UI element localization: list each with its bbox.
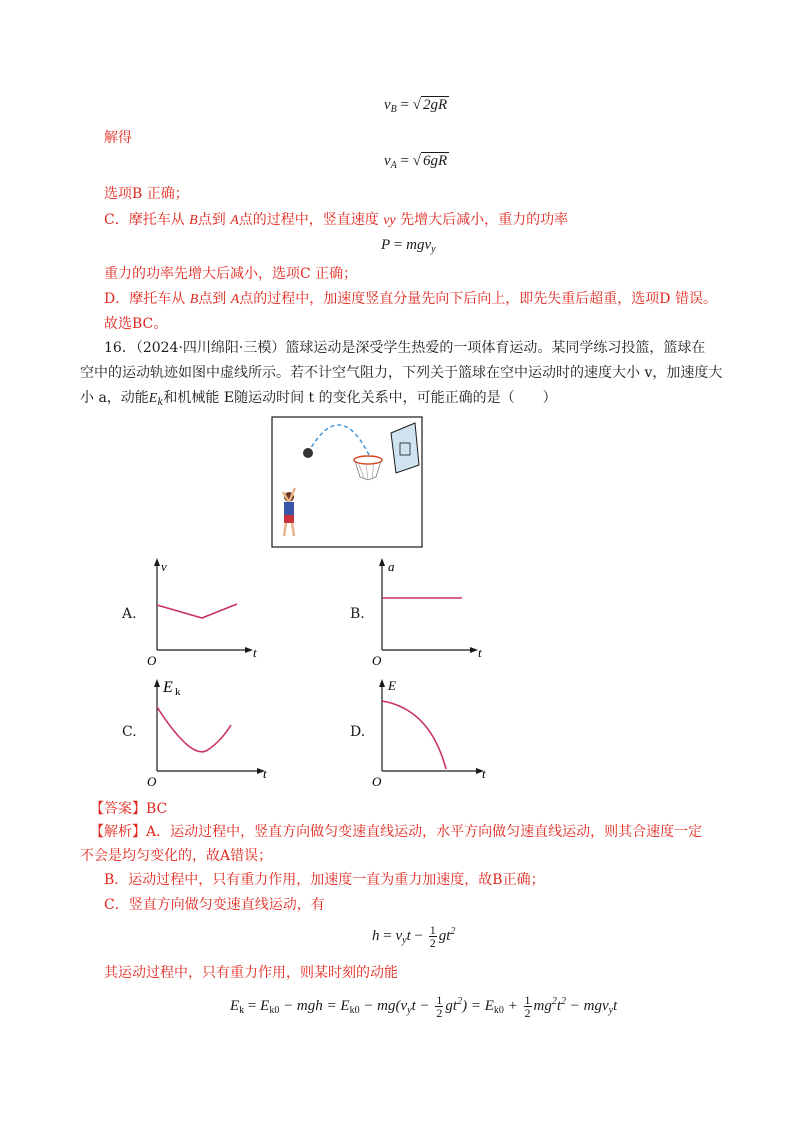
basketball-illustration bbox=[270, 415, 430, 550]
y-axis-label: a bbox=[388, 559, 395, 574]
mechanical-energy-curve bbox=[382, 701, 446, 769]
text-choose-bc: 故选BC。 bbox=[104, 316, 168, 332]
velocity-curve bbox=[157, 604, 237, 618]
backboard bbox=[391, 423, 419, 473]
analysis-c-line-1: C．竖直方向做匀变速直线运动，有 bbox=[104, 897, 325, 913]
y-axis-subscript: k bbox=[175, 686, 181, 698]
student-figure bbox=[283, 488, 295, 536]
origin-label: O bbox=[372, 653, 382, 668]
text-option-d-analysis: D．摩托车从 B点到 A点的过程中，加速度竖直分量先向下后向上，即先失重后超重，选项D 错误。 bbox=[104, 291, 717, 307]
origin-label: O bbox=[147, 774, 157, 787]
y-arrow bbox=[379, 679, 385, 687]
analysis-c-line-2: 其运动过程中，只有重力作用，则某时刻的动能 bbox=[104, 965, 398, 981]
text-solve: 解得 bbox=[104, 130, 132, 146]
option-d-label: D. bbox=[350, 724, 366, 740]
y-arrow bbox=[154, 679, 160, 687]
ball-trajectory bbox=[308, 425, 370, 457]
x-axis-label: t bbox=[263, 766, 267, 781]
option-c-graph bbox=[145, 675, 275, 787]
equation-vb: $v_B$ = √ 2gR bbox=[384, 97, 448, 115]
y-arrow bbox=[154, 558, 160, 566]
equation-kinetic-energy: $E_k = E_{k0}$ − mgh = $E_{k0} - mg(v_yt$ − $\frac{1}{2}$ $gt^2) = E_{k0}$ + $\frac{1}{2}$ $mg^2t^2 - mgv_yt$ bbox=[230, 993, 618, 1020]
equation-va: $v_A$ = √ 6gR bbox=[384, 153, 448, 171]
analysis-a-line-1: 【解析】A．运动过程中，竖直方向做匀变速直线运动，水平方向做匀速直线运动，则其合速度一定 bbox=[90, 824, 703, 840]
y-arrow bbox=[379, 558, 385, 566]
option-a-label: A. bbox=[122, 606, 137, 622]
basketball bbox=[303, 448, 313, 458]
question-line-1: 16．（2024·四川绵阳·三模）篮球运动是深受学生热爱的一项体育运动。某同学练习投篮，篮球在 bbox=[104, 340, 706, 356]
y-axis-label: E bbox=[388, 678, 396, 693]
x-axis-label: t bbox=[482, 766, 486, 781]
answer-line: 【答案】BC bbox=[90, 801, 168, 817]
option-b-graph bbox=[370, 558, 490, 668]
y-axis-label: v bbox=[161, 559, 167, 574]
equation-height: $h = v_yt$ − $\frac{1}{2}$ $gt^2$ bbox=[372, 923, 456, 950]
option-a-graph bbox=[145, 558, 265, 668]
text-option-c-analysis: C．摩托车从 B点到 A点的过程中，竖直速度 vy 先增大后减小，重力的功率 bbox=[104, 212, 569, 228]
option-c-label: C. bbox=[122, 724, 137, 740]
option-b-label: B. bbox=[350, 606, 365, 622]
analysis-b-line: B．运动过程中，只有重力作用，加速度一直为重力加速度，故B正确； bbox=[104, 872, 545, 888]
x-arrow bbox=[245, 647, 253, 653]
y-axis-label: E bbox=[163, 679, 173, 696]
text-power-conclusion: 重力的功率先增大后减小，选项C 正确； bbox=[104, 266, 358, 282]
origin-label: O bbox=[372, 774, 382, 787]
origin-label: O bbox=[147, 653, 157, 668]
question-line-2: 空中的运动轨迹如图中虚线所示。若不计空气阻力，下列关于篮球在空中运动时的速度大小 v，加速度大 bbox=[80, 365, 723, 381]
x-axis-label: t bbox=[253, 645, 257, 660]
text-b-correct: 选项B 正确； bbox=[104, 186, 189, 202]
option-d-graph bbox=[370, 675, 495, 787]
x-arrow bbox=[470, 647, 478, 653]
question-line-3: 小 a，动能$E_k$和机械能 E随运动时间 t 的变化关系中，可能正确的是（ ） bbox=[80, 390, 557, 408]
kinetic-energy-curve bbox=[157, 707, 231, 752]
x-axis-label: t bbox=[478, 645, 482, 660]
analysis-a-line-2: 不会是均匀变化的，故A错误； bbox=[80, 848, 273, 864]
equation-power: P = mgv$_y$ bbox=[381, 237, 436, 255]
